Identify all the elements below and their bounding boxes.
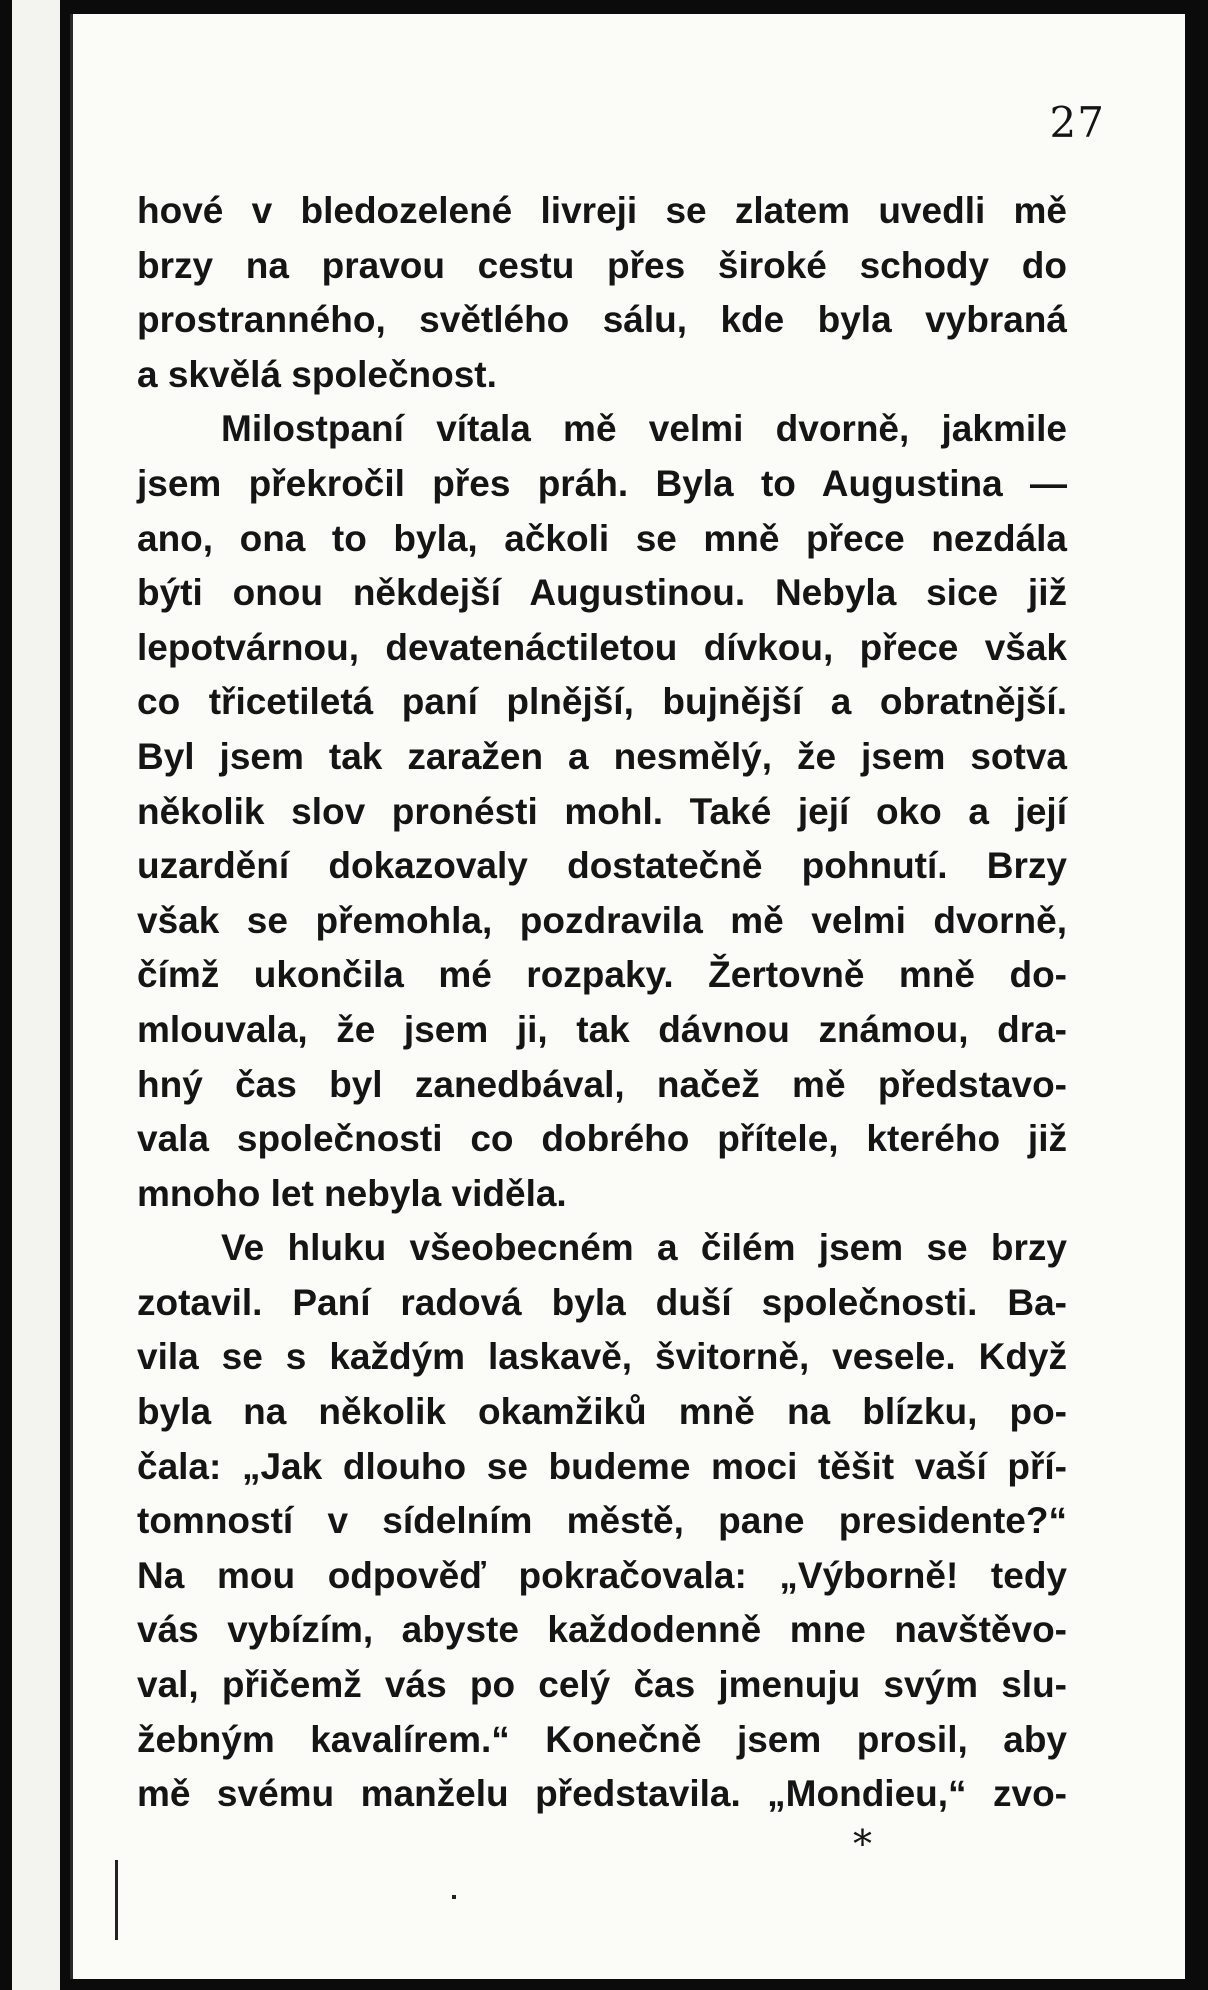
text-line: vás vybízím, abyste každodenně mne navštěvo- <box>137 1609 1067 1651</box>
scan-speck <box>115 1860 118 1940</box>
text-line: Ve hluku všeobecném a čilém jsem se brzy <box>221 1227 1067 1269</box>
text-line: několik slov pronésti mohl. Také její oko a její <box>137 790 1067 832</box>
text-line: čala: „Jak dlouho se budeme moci těšit vaší pří- <box>137 1445 1067 1487</box>
book-page <box>70 14 1185 1979</box>
text-line: jsem překročil přes práh. Byla to Augustina — <box>137 462 1067 504</box>
text-line: Na mou odpověď pokračovala: „Výborně! tedy <box>137 1554 1067 1596</box>
text-line: býti onou někdejší Augustinou. Nebyla sice již <box>137 572 1067 614</box>
text-line: val, přičemž vás po celý čas jmenuju svým slu- <box>137 1664 1067 1706</box>
text-line: čímž ukončila mé rozpaky. Žertovně mně do- <box>137 954 1067 996</box>
text-line: hný čas byl zanedbával, načež mě představo- <box>137 1063 1067 1105</box>
text-line: zotavil. Paní radová byla duší společnosti. Ba- <box>137 1281 1067 1323</box>
text-line: Milostpaní vítala mě velmi dvorně, jakmile <box>221 408 1067 450</box>
text-line: žebným kavalírem.“ Konečně jsem prosil, aby <box>137 1718 1067 1760</box>
text-line: mě svému manželu představila. „Mondieu,“ zvo- <box>137 1773 1067 1815</box>
text-line: hové v bledozelené livreji se zlatem uvedli mě <box>137 190 1067 231</box>
text-line: mnoho let nebyla viděla. <box>137 1172 567 1214</box>
facing-page-edge <box>12 0 60 1990</box>
text-line: vala společnosti co dobrého přítele, kterého již <box>137 1118 1067 1160</box>
text-line: tomností v sídelním městě, pane presidente?“ <box>137 1500 1067 1542</box>
text-line: a skvělá společnost. <box>137 353 497 395</box>
text-line: Byl jsem tak zaražen a nesmělý, že jsem sotva <box>137 735 1067 777</box>
text-line: byla na několik okamžiků mně na blízku, po- <box>137 1391 1067 1433</box>
text-line: prostranného, světlého sálu, kde byla vybraná <box>137 299 1067 341</box>
text-line: ano, ona to byla, ačkoli se mně přece nezdála <box>137 517 1067 559</box>
text-line: brzy na pravou cestu přes široké schody do <box>137 244 1067 286</box>
text-line: uzardění dokazovaly dostatečně pohnutí. Brzy <box>137 845 1067 887</box>
text-line: co třicetiletá paní plnější, bujnější a obratnější. <box>137 681 1067 723</box>
text-line: lepotvárnou, devatenáctiletou dívkou, přece však <box>137 626 1067 668</box>
page-number: 27 <box>1049 98 1105 147</box>
text-line: vila se s každým laskavě, švitorně, vesele. Když <box>137 1336 1067 1378</box>
body-text <box>137 184 1067 1822</box>
text-line: mlouvala, že jsem ji, tak dávnou známou, dra- <box>137 1008 1067 1050</box>
text-line: však se přemohla, pozdravila mě velmi dvorně, <box>137 899 1067 941</box>
scan-speck <box>452 1895 456 1899</box>
signature-mark: * <box>853 1822 872 1866</box>
